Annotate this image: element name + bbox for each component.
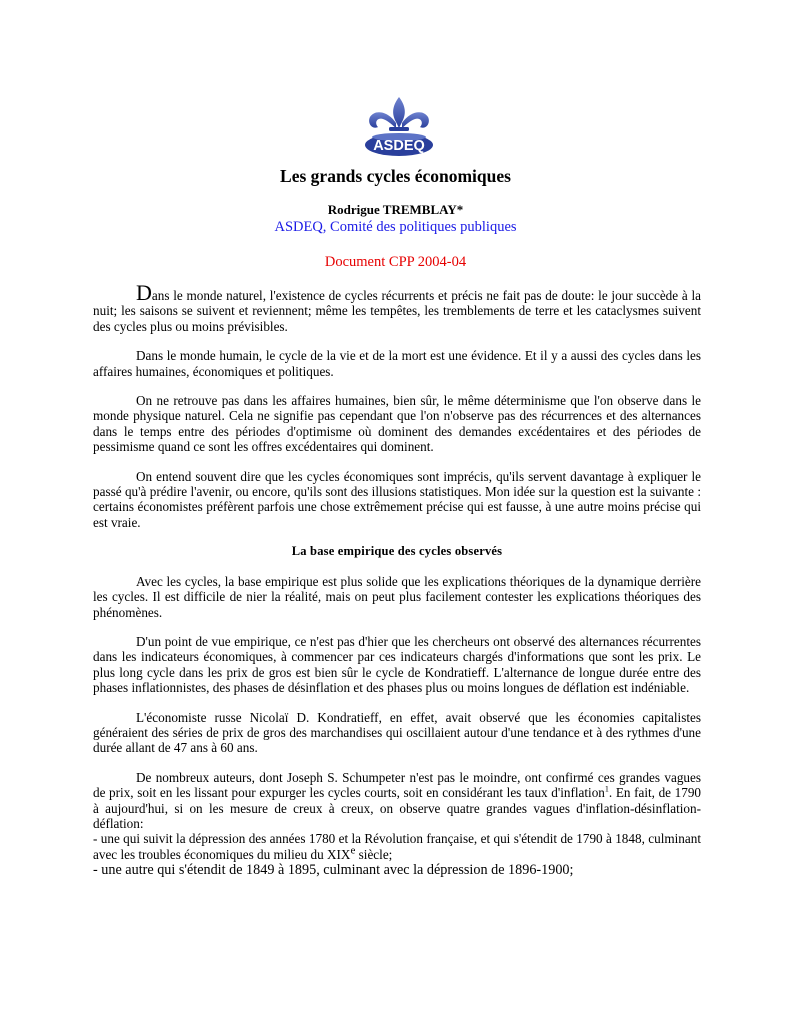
list-item-1-text-a: - une qui suivit la dépression des années 1780 et la Révolution française, et qui s'étendit de 1790 à 1848, culminant avec les troubles économiques du milieu du XIX (93, 831, 701, 862)
paragraph-7: L'économiste russe Nicolaï D. Kondratieff, en effet, avait observé que les économies capitalistes généraient des séries de prix de gros des marchandises qui oscillaient autour d'une tendance et à des rythmes d'une durée allant de 47 ans à 60 ans. (93, 709, 701, 756)
paragraph-5: Avec les cycles, la base empirique est plus solide que les explications théoriques de la dynamique derrière les cycles. Il est difficile de nier la réalité, mais on peut plus facilement contester les explications théoriques des phénomènes. (93, 573, 701, 620)
document-title: Les grands cycles économiques (280, 166, 511, 186)
list-item-1-text-b: siècle; (355, 846, 393, 862)
document-number: Document CPP 2004-04 (324, 254, 467, 270)
author-name: Rodrigue TREMBLAY* (327, 202, 464, 217)
paragraph-8-text-a: De nombreux auteurs, dont Joseph S. Schumpeter n'est pas le moindre, ont confirmé ces grandes vagues de prix, soit en les lissant pour expurger les cycles courts, soit en considérant les taux d'inflation (93, 769, 701, 801)
paragraph-8 (93, 770, 701, 832)
asdeq-logo (363, 95, 435, 157)
paragraph-8-text-b: . En fait, de 1790 à aujourd'hui, si on les mesure de creux à creux, on observe quatre grandes vagues d'inflation-désinflation-déflation: (93, 785, 702, 831)
drop-cap: D (136, 280, 152, 305)
paragraph-6: D'un point de vue empirique, ce n'est pas d'hier que les chercheurs ont observé des alternances récurrentes dans les indicateurs économiques, à commencer par ces indicateurs chargés d'informations que sont les prix. Le plus long cycle dans les prix de gros est bien sûr le cycle de Kondratieff. L'alternance de longue durée entre des phases inflationnistes, des phases de désinflation et des phases plus ou moins longues de déflation est indéniable. (93, 633, 701, 696)
logo-text: ASDEQ (373, 138, 425, 154)
paragraph-3: On ne retrouve pas dans les affaires humaines, bien sûr, le même déterminisme que l'on observe dans le monde physique naturel. Cela ne signifie pas cependant que l'on n'observe pas des récurrences et des alternances dans le temps entre des périodes d'optimisme où dominent des demandes excédentaires et des périodes de pessimisme quand ce sont les offres excédentaires qui dominent. (93, 393, 701, 455)
paragraph-1 (93, 280, 701, 334)
superscript-e: e (350, 844, 356, 857)
paragraph-4: On entend souvent dire que les cycles économiques sont imprécis, qu'ils servent davantage à expliquer le passé qu'à prédire l'avenir, ou encore, qu'ils sont des illusions statistiques. Mon idée sur la question est la suivante : certains économistes préfèrent parfois une chose extrêmement précise qui est fausse, à une autre moins précise qui est vraie. (93, 468, 701, 530)
organization-name: ASDEQ, Comité des politiques publiques (274, 219, 517, 235)
paragraph-1-text: ans le monde naturel, l'existence de cycles récurrents et précis ne fait pas de doute: le jour succède à la nuit; les saisons se suivent et reviennent; même les tempêtes, les tremblements de terre et les cataclysmes suivent des cycles plus ou moins prévisibles. (93, 288, 701, 334)
list-item (93, 831, 701, 862)
document-body (93, 280, 702, 879)
section-heading: La base empirique des cycles observés (291, 544, 503, 559)
list-item: - une autre qui s'étendit de 1849 à 1895, culminant avec la dépression de 1896-1900; (93, 862, 574, 879)
footnote-marker[interactable]: 1 (604, 784, 609, 794)
paragraph-2: Dans le monde humain, le cycle de la vie et de la mort est une évidence. Et il y a aussi des cycles dans les affaires humaines, économiques et politiques. (93, 348, 701, 379)
